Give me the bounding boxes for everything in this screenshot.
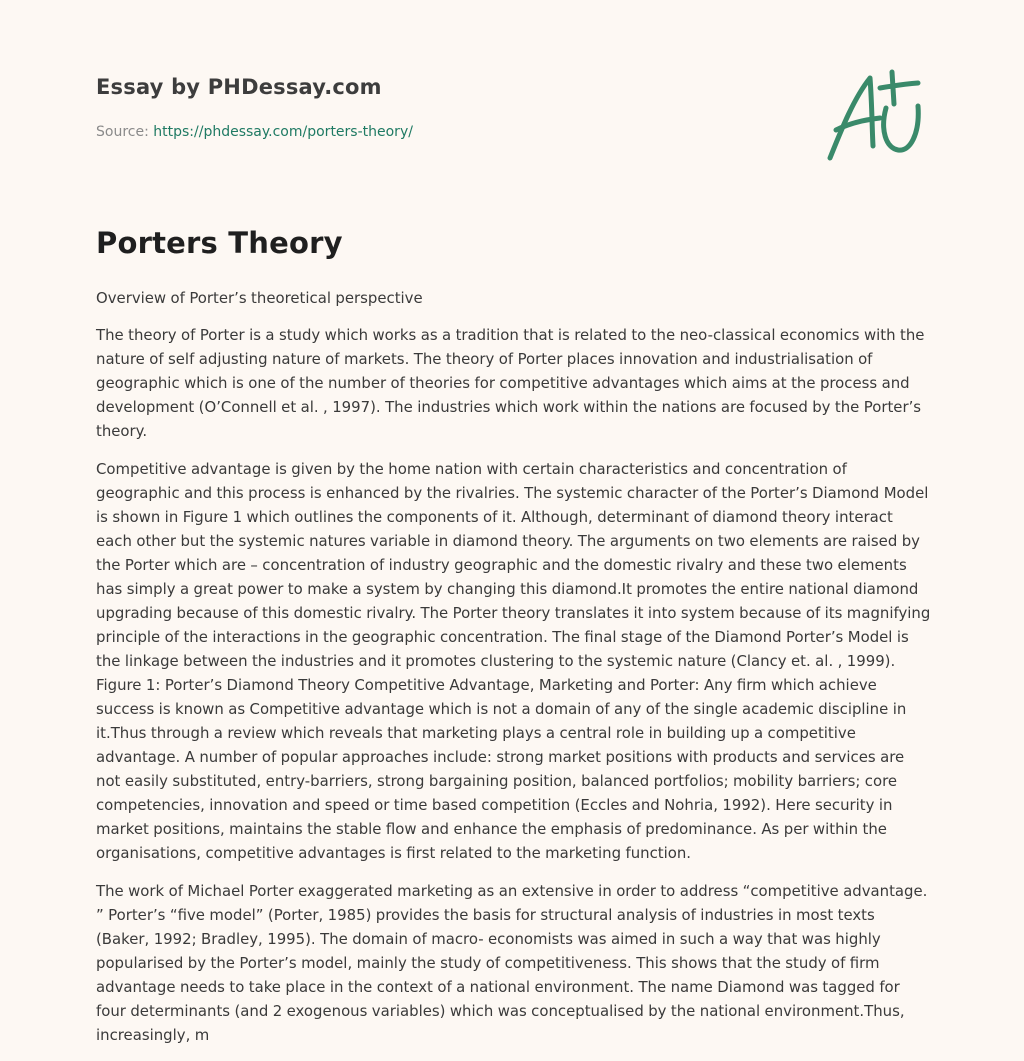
source-link[interactable]: https://phdessay.com/porters-theory/ — [153, 124, 413, 140]
essay-paragraph-2: Competitive advantage is given by the home nation with certain characteristics and concentration of geographic and this process is enhanced by the rivalries. The systemic character of the Porter’s Diamond Model is shown in Figure 1 which outlines the components of it. Although, determinant of diamond theory interact each other but the systemic natures variable in diamond theory. The arguments on two elements are raised by the Porter which are – concentration of industry geographic and the domestic rivalry and these two elements has simply a great power to make a system by changing this diamond.It promotes the entire national diamond upgrading because of this domestic rivalry. The Porter theory translates it into system because of its magnifying principle of the interactions in the geographic concentration. The final stage of the Diamond Porter’s Model is the linkage between the industries and it promotes clustering to the systemic nature (Clancy et. al. , 1999). Figure 1: Porter’s Diamond Theory Competitive Advantage, Marketing and Porter: Any firm which achieve success is known as Competitive advantage which is not a domain of any of the single academic discipline in it.Thus through a review which reveals that marketing plays a central role in building up a competitive advantage. A number of popular approaches include: strong market positions with products and services are not easily substituted, entry-barriers, strong bargaining position, balanced portfolios; mobility barriers; core competencies, innovation and speed or time based competition (Eccles and Nohria, 1992). Here security in market positions, maintains the stable flow and enhance the emphasis of predominance. As per within the organisations, competitive advantages is first related to the marketing function. — [96, 460, 931, 862]
source-label: Source: — [96, 124, 149, 140]
source-line — [96, 124, 413, 140]
site-brand-title: Essay by PHDessay.com — [96, 75, 382, 99]
essay-title: Porters Theory — [96, 226, 343, 260]
essay-subtitle: Overview of Porter’s theoretical perspective — [96, 289, 423, 307]
essay-body — [96, 286, 932, 1061]
essay-paragraph-3: The work of Michael Porter exaggerated marketing as an extensive in order to address “competitive advantage. ” Porter’s “five model” (Porter, 1985) provides the basis for structural analysis of industries in most texts (Baker, 1992; Bradley, 1995). The domain of macro- economists was aimed in such a way that was highly popularised by the Porter’s model, mainly the study of competitiveness. This shows that the study of firm advantage needs to take place in the context of a national environment. The name Diamond was tagged for four determinants (and 2 exogenous variables) which was conceptualised by the national environment.Thus, increasingly, m — [96, 882, 928, 1044]
a-plus-logo-icon — [818, 68, 930, 166]
essay-paragraph-1: The theory of Porter is a study which works as a tradition that is related to the neo-classical economics with the nature of self adjusting nature of markets. The theory of Porter places innovation and industrialisation of geographic which is one of the number of theories for competitive advantages which aims at the process and development (O’Connell et al. , 1997). The industries which work within the nations are focused by the Porter’s theory. — [96, 326, 925, 440]
